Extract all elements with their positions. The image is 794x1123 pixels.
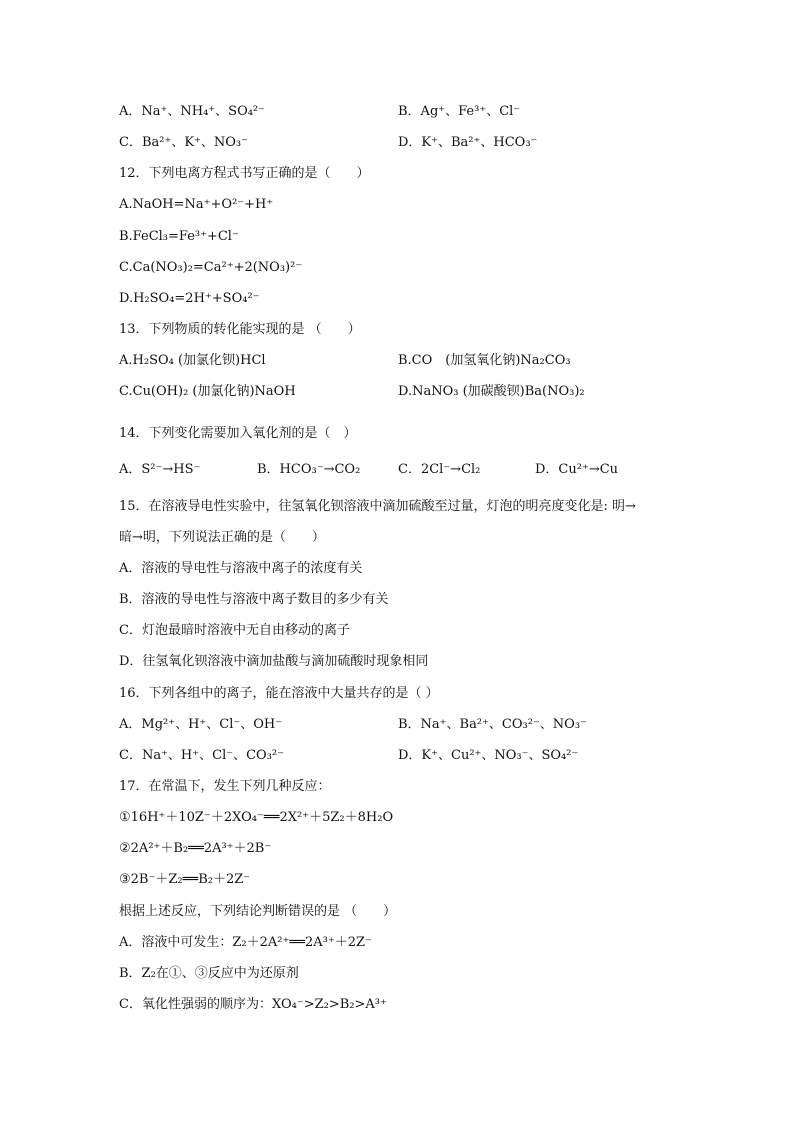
- q11-option-c: C．Ba²⁺、K⁺、NO₃⁻: [119, 135, 249, 150]
- q17-question: 根据上述反应，下列结论判断错误的是 （ ）: [119, 904, 397, 919]
- q15-stem-line1: 15．在溶液导电性实验中，往氢氧化钡溶液中滴加硫酸至过量，灯泡的明亮度变化是: 明→: [119, 499, 636, 514]
- q15-option-a: A．溶液的导电性与溶液中离子的浓度有关: [119, 561, 363, 576]
- q16-option-a: A．Mg²⁺、H⁺、Cl⁻、OH⁻: [119, 717, 283, 732]
- q17-reaction-2: ②2A²⁺＋B₂══2A³⁺＋2B⁻: [119, 841, 272, 856]
- q13-option-c: C.Cu(OH)₂ (加氯化钠)NaOH: [119, 384, 296, 399]
- q15-option-b: B．溶液的导电性与溶液中离子数目的多少有关: [119, 592, 389, 607]
- q13-stem: 13．下列物质的转化能实现的是 （ ）: [119, 322, 361, 337]
- q14-option-a: A．S²⁻→HS⁻: [119, 462, 201, 477]
- q17-reaction-1: ①16H⁺＋10Z⁻＋2XO₄⁻══2X²⁺＋5Z₂＋8H₂O: [119, 810, 394, 825]
- q17-option-a: A．溶液中可发生：Z₂＋2A²⁺══2A³⁺＋2Z⁻: [119, 935, 372, 950]
- q15-stem-line2: 暗→明，下列说法正确的是（ ）: [119, 530, 325, 545]
- q16-option-b: B．Na⁺、Ba²⁺、CO₃²⁻、NO₃⁻: [398, 717, 587, 732]
- q12-option-a: A.NaOH=Na⁺+O²⁻+H⁺: [119, 197, 274, 212]
- q12-option-c: C.Ca(NO₃)₂=Ca²⁺+2(NO₃)²⁻: [119, 260, 303, 275]
- q13-option-a: A.H₂SO₄ (加氯化钡)HCl: [119, 353, 266, 368]
- q17-option-b: B．Z₂在①、③反应中为还原剂: [119, 966, 299, 981]
- q12-option-d: D.H₂SO₄=2H⁺+SO₄²⁻: [119, 291, 260, 306]
- q11-option-b: B．Ag⁺、Fe³⁺、Cl⁻: [398, 104, 521, 119]
- q11-option-d: D．K⁺、Ba²⁺、HCO₃⁻: [398, 135, 538, 150]
- q15-option-d: D．往氢氧化钡溶液中滴加盐酸与滴加硫酸时现象相同: [119, 654, 429, 669]
- q16-stem: 16．下列各组中的离子，能在溶液中大量共存的是（ ）: [119, 686, 439, 701]
- q12-option-b: B.FeCl₃=Fe³⁺+Cl⁻: [119, 229, 239, 244]
- q16-option-d: D．K⁺、Cu²⁺、NO₃⁻、SO₄²⁻: [398, 748, 579, 763]
- q14-option-d: D．Cu²⁺→Cu: [535, 462, 619, 477]
- q14-option-c: C．2Cl⁻→Cl₂: [398, 462, 481, 477]
- q13-option-b: B.CO (加氢氧化钠)Na₂CO₃: [398, 353, 571, 368]
- q17-option-c: C．氧化性强弱的顺序为：XO₄⁻>Z₂>B₂>A³⁺: [119, 997, 387, 1012]
- q14-stem: 14．下列变化需要加入氧化剂的是（ ）: [119, 426, 357, 441]
- q14-option-b: B．HCO₃⁻→CO₂: [257, 462, 361, 477]
- q16-option-c: C．Na⁺、H⁺、Cl⁻、CO₃²⁻: [119, 748, 284, 763]
- q17-stem: 17．在常温下，发生下列几种反应：: [119, 779, 331, 794]
- q12-stem: 12．下列电离方程式书写正确的是（ ）: [119, 166, 370, 181]
- q11-option-a: A．Na⁺、NH₄⁺、SO₄²⁻: [119, 104, 266, 119]
- q13-option-d: D.NaNO₃ (加碳酸钡)Ba(NO₃)₂: [398, 384, 585, 399]
- q17-reaction-3: ③2B⁻＋Z₂══B₂＋2Z⁻: [119, 872, 251, 887]
- q15-option-c: C．灯泡最暗时溶液中无自由移动的离子: [119, 623, 350, 638]
